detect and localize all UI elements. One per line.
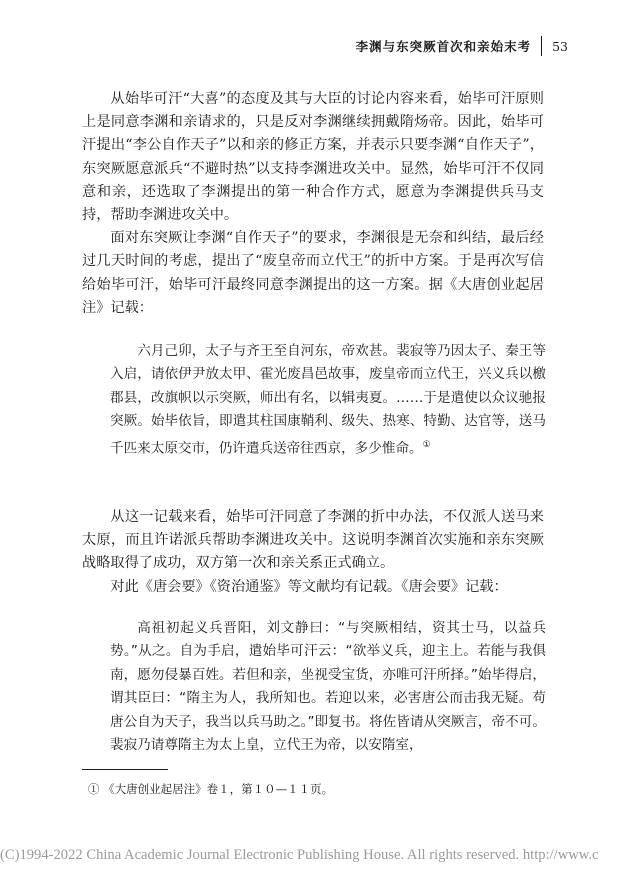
footnote-marker[interactable]: ① — [422, 439, 431, 450]
header-divider — [541, 36, 542, 56]
paragraph: 面对东突厥让李渊“自作天子”的要求，李渊很是无奈和纠结，最后经过几天时间的考虑，提出了“废皇帝而立代王”的折中方案。于是再次写信给始毕可汗，始毕可汗最终同意李渊提出的这一方案。据《大唐创业起居注》记载： — [82, 230, 544, 316]
paragraph: 从这一记载来看，始毕可汗同意了李渊的折中办法，不仅派人送马来太原，而且许诺派兵帮助李渊进攻关中。这说明李渊首次实施和亲东突厥战略取得了成功，双方第一次和亲关系正式确立。 — [82, 509, 544, 572]
block-quote — [110, 617, 546, 757]
body-section-top — [82, 88, 544, 320]
quote-paragraph: 高祖初起义兵晋阳，刘文静曰：“与突厥相结，资其士马，以益兵势。”从之。自为手启，遣始毕可汗云：“欲举义兵，迎主上。若能与我俱南，愿勿侵暴百姓。若但和亲，坐视受宝货，亦唯可汗所择。”始毕得启，谓其臣曰：“隋主为人，我所知也。若迎以来，必害唐公而击我无疑。苟唐公自为天子，我当以兵马助之。”即复书。将佐皆请从突厥言，帝不可。裴寂乃请尊隋主为太上皇，立代王为帝，以安隋室， — [110, 620, 546, 754]
footnote-divider — [82, 769, 168, 770]
page-number: 53 — [552, 38, 568, 54]
running-header-title: 李渊与东突厥首次和亲始末考 — [355, 39, 532, 54]
paragraph: 对此《唐会要》《资治通鉴》等文献均有记载。《唐会要》记载： — [110, 578, 508, 595]
footnote: ① 《大唐创业起居注》卷１，第１０—１１页。 — [88, 782, 334, 796]
body-section-mid — [82, 506, 544, 599]
running-header — [356, 36, 568, 56]
quote-text: 六月己卯，太子与齐王至自河东，帝欢甚。裴寂等乃因太子、秦王等入启，请依伊尹放太甲、霍光废昌邑故事，废皇帝而立代王，兴义兵以檄郡县，改旗帜以示突厥，师出有名，以辑夷夏。……于是遣使以众议驰报突厥。始毕依旨，即遣其柱国康鞘利、级失、热寒、特勤、达官等，送马千匹来太原交市，仍许遣兵送帝往西京，多少惟命。 — [110, 343, 546, 457]
quote-paragraph — [110, 340, 546, 461]
copyright-notice: (C)1994-2022 China Academic Journal Electronic Publishing House. All rights reserved. http://www.c — [0, 847, 599, 863]
paragraph: 从始毕可汗“大喜”的态度及其与大臣的讨论内容来看，始毕可汗原则上是同意李渊和亲请求的，只是反对李渊继续拥戴隋炀帝。因此，始毕可汗提出“李公自作天子”以和亲的修正方案，并表示只要李渊“自作天子”，东突厥愿意派兵“不避时热”以支持李渊进攻关中。显然，始毕可汗不仅同意和亲，还选取了李渊提出的第一种合作方式，愿意为李渊提供兵马支持，帮助李渊进攻关中。 — [82, 91, 544, 224]
block-quote — [110, 340, 546, 461]
